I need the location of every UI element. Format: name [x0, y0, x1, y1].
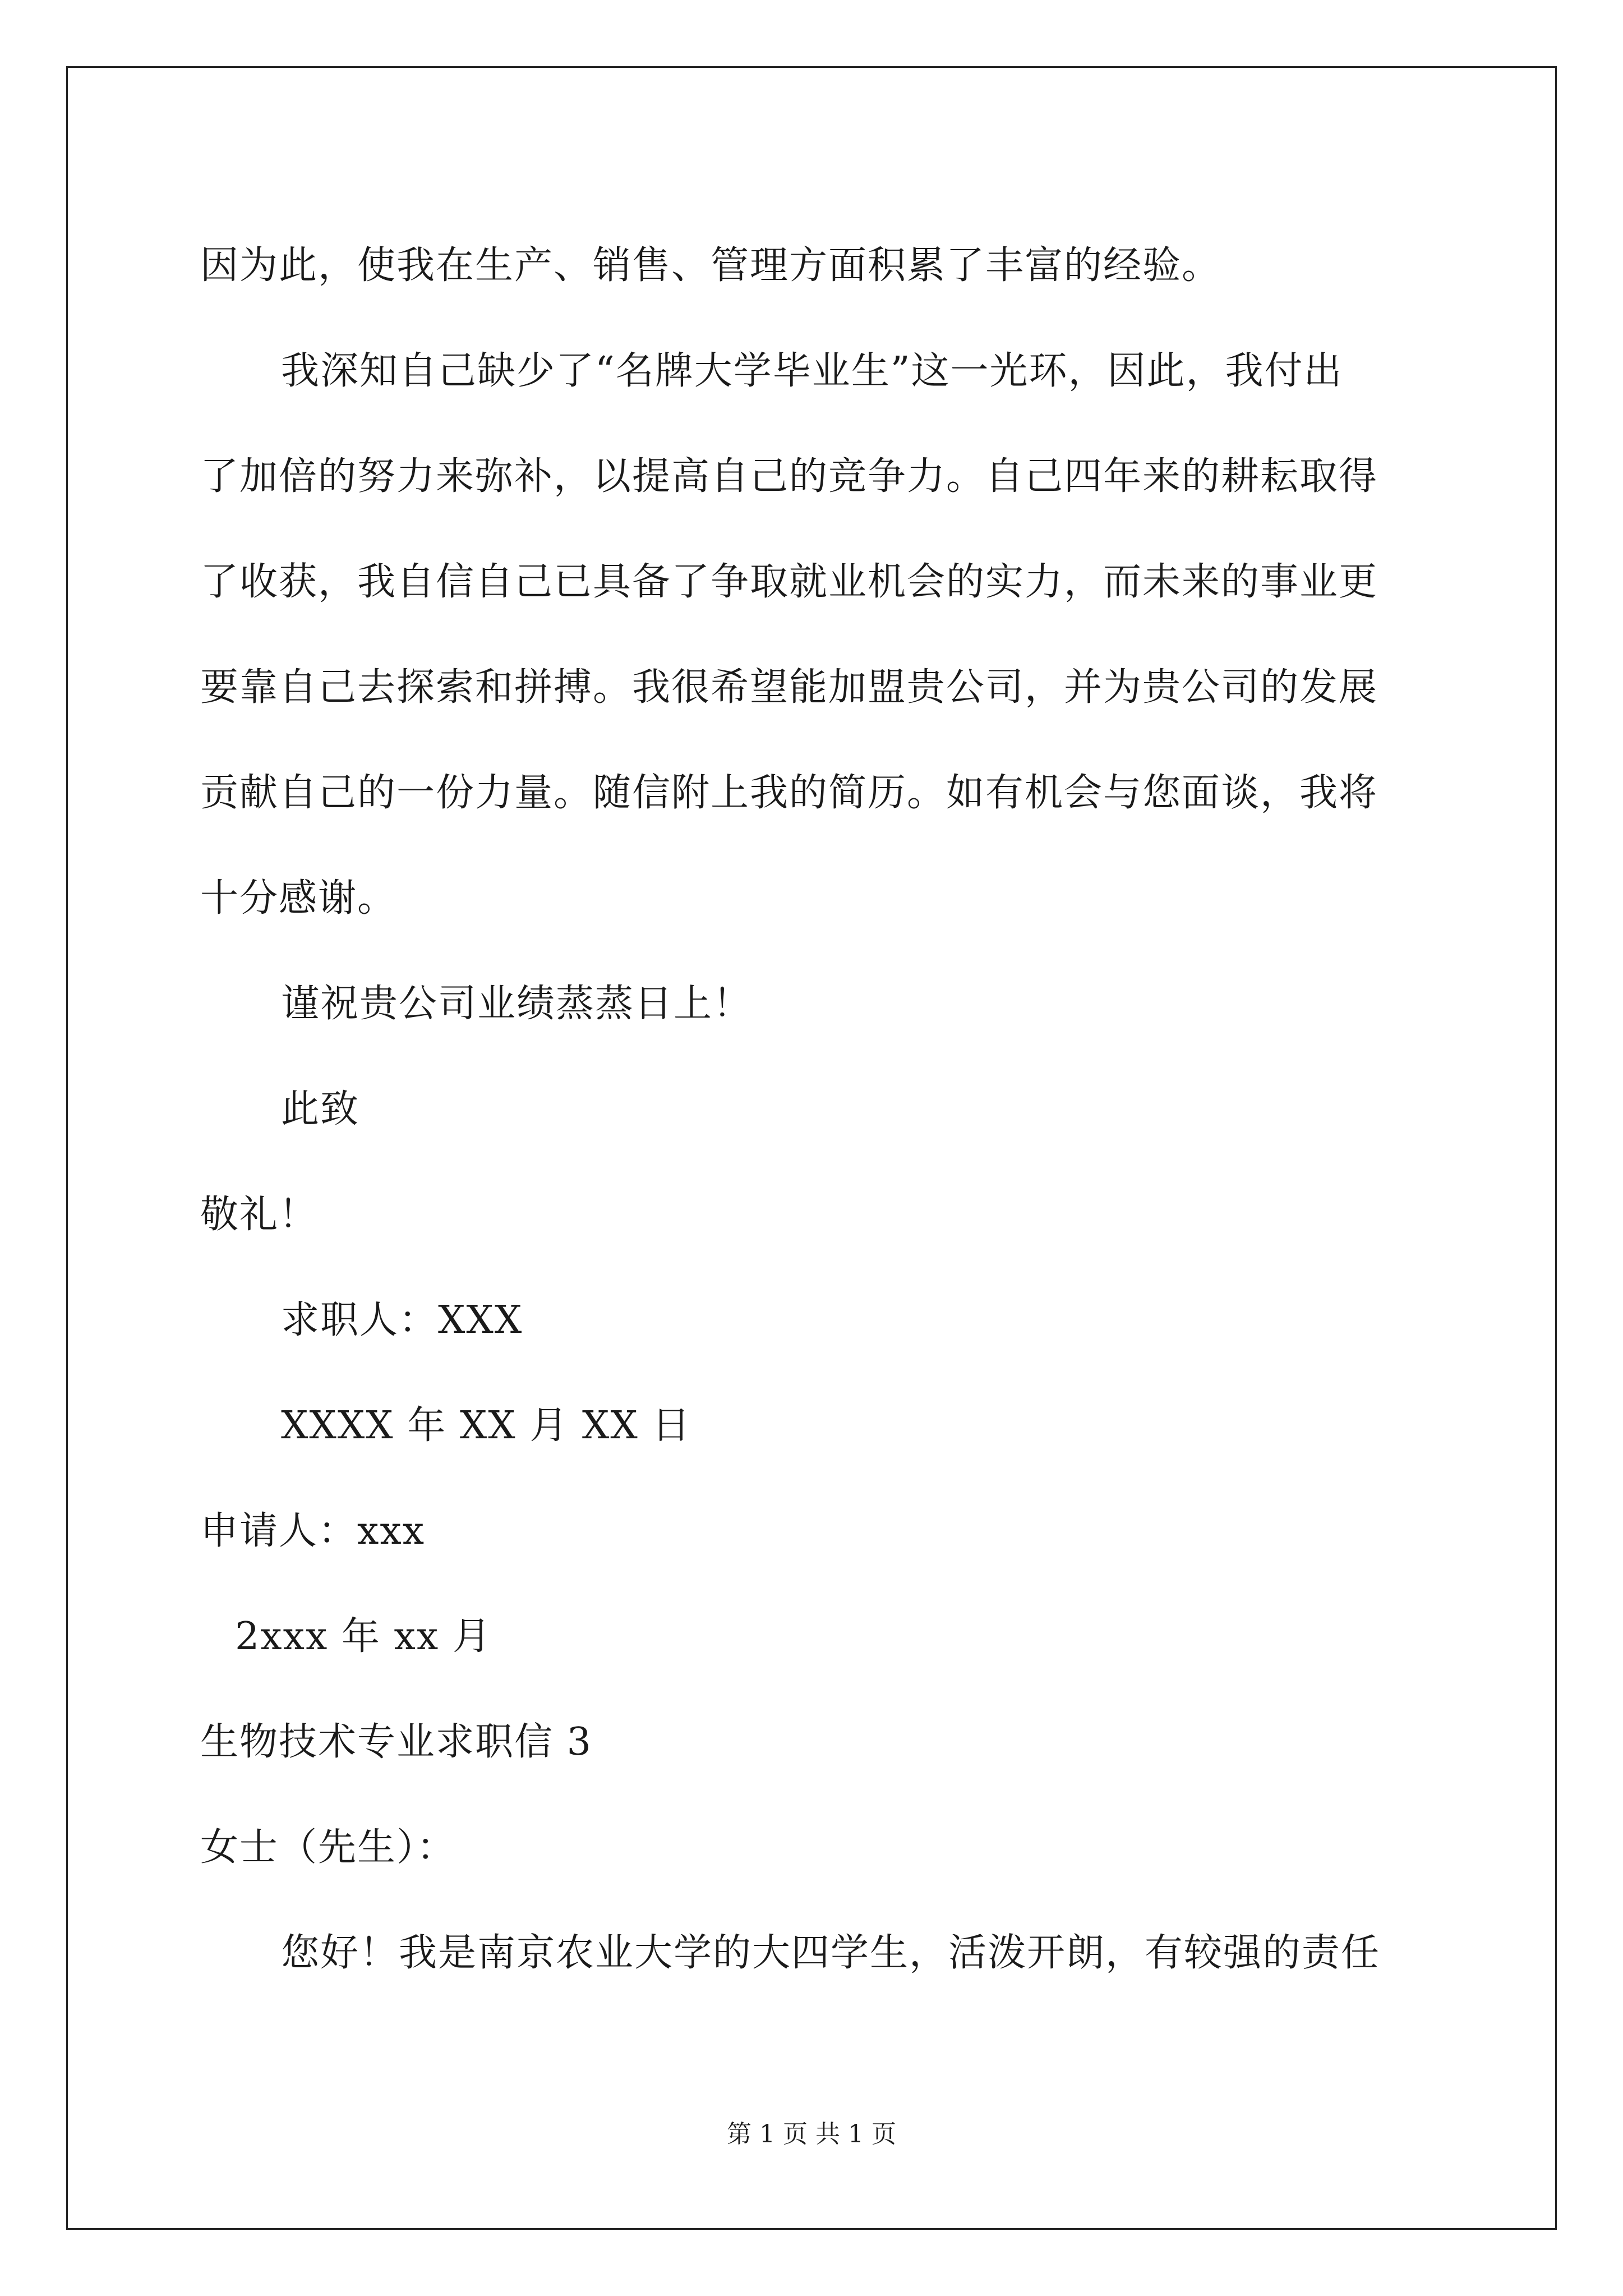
paragraph-line: 十分感谢。 — [200, 876, 397, 921]
closing-wish: 谨祝贵公司业绩蒸蒸日上！ — [281, 982, 753, 1026]
application-date: 2xxx 年 xx 月 — [235, 1614, 492, 1659]
salutation-regards: 敬礼！ — [200, 1193, 319, 1237]
applicant-signature: 求职人：XXX — [281, 1298, 523, 1342]
section-heading: 生物技术专业求职信 3 — [200, 1720, 592, 1764]
salutation-closing: 此致 — [281, 1087, 360, 1131]
applicant-name: 申请人：xxx — [200, 1509, 426, 1553]
paragraph-line: 因为此，使我在生产、销售、管理方面积累了丰富的经验。 — [200, 243, 1221, 288]
paragraph-line: 我深知自己缺少了“名牌大学毕业生”这一光环，因此，我付出 — [281, 349, 1343, 393]
paragraph-line: 贡献自己的一份力量。随信附上我的简历。如有机会与您面谈，我将 — [200, 771, 1378, 815]
paragraph-line: 了加倍的努力来弥补，以提高自己的竞争力。自己四年来的耕耘取得 — [200, 454, 1378, 499]
letter-greeting: 女士（先生）： — [200, 1825, 457, 1870]
paragraph-line: 要靠自己去探索和拼搏。我很希望能加盟贵公司，并为贵公司的发展 — [200, 665, 1378, 710]
signature-date: XXXX 年 XX 月 XX 日 — [281, 1404, 691, 1448]
paragraph-line: 您好！我是南京农业大学的大四学生，活泼开朗，有较强的责任 — [281, 1931, 1381, 1975]
page-footer: 第 1 页 共 1 页 — [727, 2120, 896, 2148]
paragraph-line: 了收获，我自信自己已具备了争取就业机会的实力，而未来的事业更 — [200, 560, 1378, 604]
document-body — [200, 213, 1434, 2006]
